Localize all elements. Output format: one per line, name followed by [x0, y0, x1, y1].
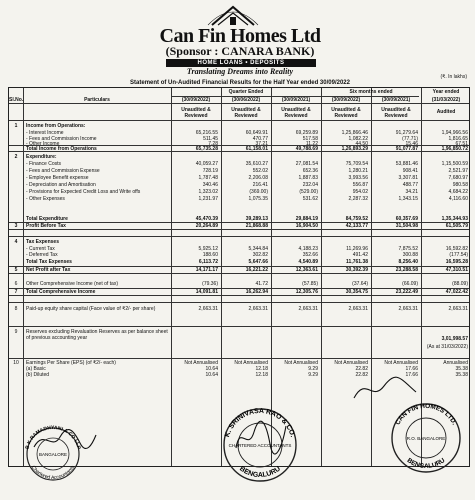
- company-name: Can Fin Homes Ltd: [159, 25, 321, 47]
- row-sl: 8: [14, 306, 18, 312]
- table-cell: 53,881.46: [395, 161, 418, 167]
- table-cell: (66.09): [402, 281, 418, 287]
- table-cell: 22.82: [355, 372, 368, 378]
- row-label: - Depreciation and Amortisation: [26, 182, 96, 188]
- table-cell: (79.36): [202, 281, 218, 287]
- table-cell: 12,305.76: [295, 289, 318, 295]
- header-status: Unaudited & Reviewed: [331, 107, 361, 119]
- table-cell: 16,904.50: [295, 223, 318, 229]
- stamp-3-mid: R.O. BANGALORE: [406, 436, 446, 441]
- eps-status: Not Annualised: [384, 360, 418, 366]
- row-label: - Fees and Commission Income: [26, 136, 97, 142]
- eps-status: Not Annualised: [184, 360, 218, 366]
- table-cell: 1,887.83: [298, 175, 318, 181]
- table-cell: 39,289.13: [245, 216, 268, 222]
- table-cell: 12.18: [255, 372, 268, 378]
- header-status: Unaudited & Reviewed: [281, 107, 311, 119]
- table-cell: 47,310.51: [445, 267, 468, 273]
- table-cell: 17.66: [405, 372, 418, 378]
- row-label: Total Income from Operations: [26, 146, 97, 152]
- table-cell: 7,680.97: [448, 175, 468, 181]
- row-label: - Other Income: [26, 141, 60, 147]
- stamp-2-bottom: BENGALURU: [238, 465, 282, 480]
- stamp-2-mid: CHARTERED ACCOUNTANTS: [228, 443, 292, 448]
- header-six-months-ended: Six months ended: [349, 89, 393, 95]
- table-cell: 340.46: [202, 182, 218, 188]
- table-cell: 91,279.64: [395, 130, 418, 136]
- table-cell: 23,222.49: [395, 289, 418, 295]
- table-cell: 232.04: [302, 182, 318, 188]
- table-cell: 517.58: [302, 136, 318, 142]
- table-cell: 21,868.88: [245, 223, 268, 229]
- table-cell: 216.41: [252, 182, 268, 188]
- table-cell: 45,470.39: [195, 216, 218, 222]
- table-cell: 908.41: [402, 168, 418, 174]
- table-cell: (37.64): [352, 281, 368, 287]
- table-cell: 552.02: [252, 168, 268, 174]
- table-cell: 1,94,966.56: [441, 130, 468, 136]
- table-cell: 6,113.72: [198, 259, 218, 265]
- statement-title: Statement of Un-Audited Financial Results for the Half Year ended 30/09/2022: [130, 80, 350, 86]
- company-sponsor: (Sponsor : CANARA BANK): [165, 44, 315, 58]
- table-cell: 35.38: [455, 372, 468, 378]
- header-year-ended: Year ended: [432, 89, 460, 95]
- table-cell: 470.77: [252, 136, 268, 142]
- svg-text:CAN FIN HOMES LTD.: [394, 403, 457, 426]
- table-cell: 35.38: [455, 366, 468, 372]
- signature-3-icon: [350, 374, 420, 404]
- stamp-3-bottom: BENGALURU: [405, 457, 447, 471]
- table-cell: 84,759.52: [345, 216, 368, 222]
- table-cell: 9.29: [308, 372, 318, 378]
- header-quarter-ended: Quarter Ended: [228, 89, 264, 95]
- table-cell: 61,505.79: [445, 223, 468, 229]
- signature-1-icon: [30, 425, 100, 455]
- table-cell: 69,259.89: [295, 130, 318, 136]
- company-band: HOME LOANS • DEPOSITS: [166, 59, 316, 67]
- row-label: Earnings Per Share (EPS) (of ₹2/- each): [26, 360, 116, 366]
- table-cell: 14,171.17: [195, 267, 218, 273]
- table-cell: 65,735.28: [195, 146, 218, 152]
- table-cell: 8,256.40: [398, 259, 418, 265]
- table-cell: 1,082.22: [348, 136, 368, 142]
- table-cell: 14,091.81: [195, 289, 218, 295]
- table-cell: 65,216.55: [195, 130, 218, 136]
- table-cell: 954.02: [352, 189, 368, 195]
- company-stamp-icon: [384, 396, 468, 480]
- table-cell: (369.00): [249, 189, 268, 195]
- row-label: Profit Before Tax: [26, 223, 66, 229]
- table-cell: 34.21: [405, 189, 418, 195]
- table-cell: 300.88: [402, 252, 418, 258]
- table-cell: 188.60: [202, 252, 218, 258]
- table-cell: 60,649.91: [245, 130, 268, 136]
- header-date: (30/09/2022): [331, 97, 361, 103]
- table-cell: (57.85): [302, 281, 318, 287]
- table-cell: 2,663.31: [448, 306, 468, 312]
- svg-text:Chartered Accountants: [30, 464, 76, 481]
- table-cell: 10.64: [205, 366, 218, 372]
- header-status: Unaudited & Reviewed: [181, 107, 211, 119]
- row-label: Reserves excluding Revaluation Reserves as per balance sheet of previous accounting year: [26, 329, 168, 341]
- row-label: - Deferred Tax: [26, 252, 58, 258]
- table-cell: 2,663.31: [248, 306, 268, 312]
- stamp-1-mid: BANGALORE: [38, 452, 68, 457]
- stamp-3-top: CAN FIN HOMES LTD.: [394, 402, 458, 427]
- table-cell: 44.50: [355, 141, 368, 147]
- row-label: - Current Tax: [26, 246, 55, 252]
- table-cell: 2,663.31: [198, 306, 218, 312]
- table-cell: 20,264.89: [195, 223, 218, 229]
- table-cell: 4,540.89: [298, 259, 318, 265]
- table-cell: 1,35,344.93: [441, 216, 468, 222]
- header-date: (30/09/2021): [281, 97, 311, 103]
- table-cell: 16,262.94: [245, 289, 268, 295]
- stamp-1-top: B K RAMADHYANI & CO LLP: [24, 424, 82, 450]
- table-cell: 1,15,500.59: [441, 161, 468, 167]
- table-cell: 35,610.27: [245, 161, 268, 167]
- table-cell: 12,363.61: [295, 267, 318, 273]
- row-sl: 2: [14, 154, 18, 160]
- table-cell: 11.22: [305, 141, 318, 147]
- signature-2-icon: [230, 418, 290, 458]
- table-cell: 980.58: [452, 182, 468, 188]
- table-cell: 12.18: [255, 366, 268, 372]
- stamp-2-top: K. SRINIVASA RAO & CO.: [224, 407, 296, 439]
- eps-status: Not Annualised: [284, 360, 318, 366]
- table-cell: 1,343.15: [398, 196, 418, 202]
- table-cell: 2,663.31: [348, 306, 368, 312]
- table-cell: 5,925.12: [198, 246, 218, 252]
- row-label: (a) Basic: [26, 366, 46, 372]
- table-cell: 75,709.54: [345, 161, 368, 167]
- row-label: Total Comprehensive Income: [26, 289, 96, 295]
- header-date: (30/06/2022): [231, 97, 261, 103]
- table-cell: 2,663.31: [398, 306, 418, 312]
- table-cell: 30,392.39: [345, 267, 368, 273]
- table-cell: 41.72: [255, 281, 268, 287]
- table-cell: 491.42: [352, 252, 368, 258]
- table-cell: 11,761.38: [346, 259, 368, 265]
- table-cell: 30,354.75: [345, 289, 368, 295]
- table-cell: 37.21: [255, 141, 268, 147]
- row-sl: 5: [14, 267, 18, 273]
- table-cell: 27,081.54: [295, 161, 318, 167]
- table-cell: 11,269.96: [346, 246, 368, 252]
- logo-emblem-icon: [206, 3, 260, 27]
- table-cell: 29,884.19: [295, 216, 318, 222]
- row-label: - Provisions for Expected Credit Loss and Write offs: [26, 189, 141, 195]
- table-cell: 2,287.32: [348, 196, 368, 202]
- row-sl: 1: [14, 123, 18, 129]
- table-cell: 1,323.02: [198, 189, 218, 195]
- row-label: Tax Expenses: [26, 239, 59, 245]
- row-label: Total Tax Expenses: [26, 259, 72, 265]
- table-cell: 4,684.22: [448, 189, 468, 195]
- reserves-as-at: (As at 31/03/2022): [426, 344, 468, 350]
- table-cell: 488.77: [402, 182, 418, 188]
- row-label: - Fees and Commission Expense: [26, 168, 100, 174]
- eps-status: Not Annualised: [334, 360, 368, 366]
- row-label: (b) Diluted: [26, 372, 50, 378]
- row-sl: 4: [14, 239, 18, 245]
- header-date: (30/09/2022): [181, 97, 211, 103]
- table-cell: 17.66: [405, 366, 418, 372]
- table-cell: 1,280.21: [348, 168, 368, 174]
- table-cell: 7.28: [208, 141, 218, 147]
- units-note: (₹. In lakhs): [440, 74, 467, 80]
- table-cell: 16,592.82: [445, 246, 468, 252]
- table-cell: 2,206.08: [248, 175, 268, 181]
- table-cell: 2,663.31: [298, 306, 318, 312]
- header-particulars: Particulars: [84, 97, 110, 103]
- table-cell: 40,059.27: [195, 161, 218, 167]
- table-cell: 728.19: [202, 168, 218, 174]
- table-cell: (177.54): [449, 252, 468, 258]
- table-cell: 16,595.28: [445, 259, 468, 265]
- table-cell: (77.71): [402, 136, 418, 142]
- table-cell: 9.29: [308, 366, 318, 372]
- table-cell: 16,221.22: [245, 267, 268, 273]
- table-cell: 531.62: [302, 196, 318, 202]
- table-cell: 3,993.56: [348, 175, 368, 181]
- row-sl: 7: [14, 289, 18, 295]
- table-cell: 61,158.01: [245, 146, 268, 152]
- table-cell: 352.66: [302, 252, 318, 258]
- table-cell: 22.82: [355, 366, 368, 372]
- header-date: (30/09/2021): [381, 97, 411, 103]
- table-cell: 4,116.60: [448, 196, 468, 202]
- header-status: Unaudited & Reviewed: [381, 107, 411, 119]
- table-cell: 67.51: [455, 141, 468, 147]
- table-cell: 1,816.65: [448, 136, 468, 142]
- table-cell: 1,787.48: [198, 175, 218, 181]
- row-label: Total Expenditure: [26, 216, 68, 222]
- table-cell: 1,96,850.72: [441, 146, 468, 152]
- row-label: - Employee Benefit expense: [26, 175, 89, 181]
- company-tagline: Translating Dreams into Reality: [186, 67, 294, 76]
- row-label: - Interest Income: [26, 130, 64, 136]
- table-cell: 47,022.42: [445, 289, 468, 295]
- row-label: Paid-up equity share capital (Face value of ₹2/- per share): [26, 306, 156, 312]
- table-cell: 652.36: [302, 168, 318, 174]
- row-sl: 9: [14, 329, 18, 335]
- row-label: Net Profit after Tax: [26, 267, 71, 273]
- table-cell: 42,133.77: [345, 223, 368, 229]
- row-label: Expenditure:: [26, 154, 57, 160]
- table-cell: 1,075.35: [248, 196, 268, 202]
- table-cell: 2,521.97: [448, 168, 468, 174]
- header-status: Audited: [436, 109, 456, 115]
- row-label: Income from Operations:: [26, 123, 86, 129]
- table-cell: 302.82: [252, 252, 268, 258]
- eps-status: Not Annualised: [234, 360, 268, 366]
- table-cell: 10.64: [205, 372, 218, 378]
- table-cell: 91,077.87: [395, 146, 418, 152]
- header-status: Unaudited & Reviewed: [231, 107, 261, 119]
- table-cell: 511.45: [203, 136, 218, 142]
- eps-status: Annualised: [443, 360, 468, 366]
- row-sl: 3: [14, 223, 18, 229]
- table-cell: 556.87: [352, 182, 368, 188]
- row-label: - Finance Costs: [26, 161, 62, 167]
- table-cell: 7,875.52: [398, 246, 418, 252]
- row-label: - Other Expenses: [26, 196, 65, 202]
- table-cell: 23,288.58: [395, 267, 418, 273]
- row-label: Other Comprehensive Income (net of tax): [26, 281, 118, 287]
- table-cell: 60,357.69: [395, 216, 418, 222]
- row-sl: 10: [13, 360, 19, 366]
- stamp-1-bottom: Chartered Accountants: [29, 464, 77, 482]
- header-sl: Sl.No.: [9, 97, 24, 103]
- table-cell: 5,647.66: [248, 259, 268, 265]
- table-cell: 1,231.97: [198, 196, 218, 202]
- table-cell: 31,504.98: [395, 223, 418, 229]
- table-cell: 49,788.69: [295, 146, 318, 152]
- table-cell: 1,26,893.29: [341, 146, 368, 152]
- table-cell: 15.46: [405, 141, 418, 147]
- table-cell: 3,307.81: [398, 175, 418, 181]
- table-cell: (88.09): [452, 281, 468, 287]
- table-cell: (529.00): [299, 189, 318, 195]
- table-cell: 1,25,866.46: [341, 130, 368, 136]
- reserves-value: 3,01,998.57: [441, 336, 468, 342]
- row-sl: 6: [14, 281, 18, 287]
- header-date: (31/03/2022): [431, 97, 461, 103]
- table-cell: 5,344.84: [248, 246, 268, 252]
- table-cell: 4,188.23: [298, 246, 318, 252]
